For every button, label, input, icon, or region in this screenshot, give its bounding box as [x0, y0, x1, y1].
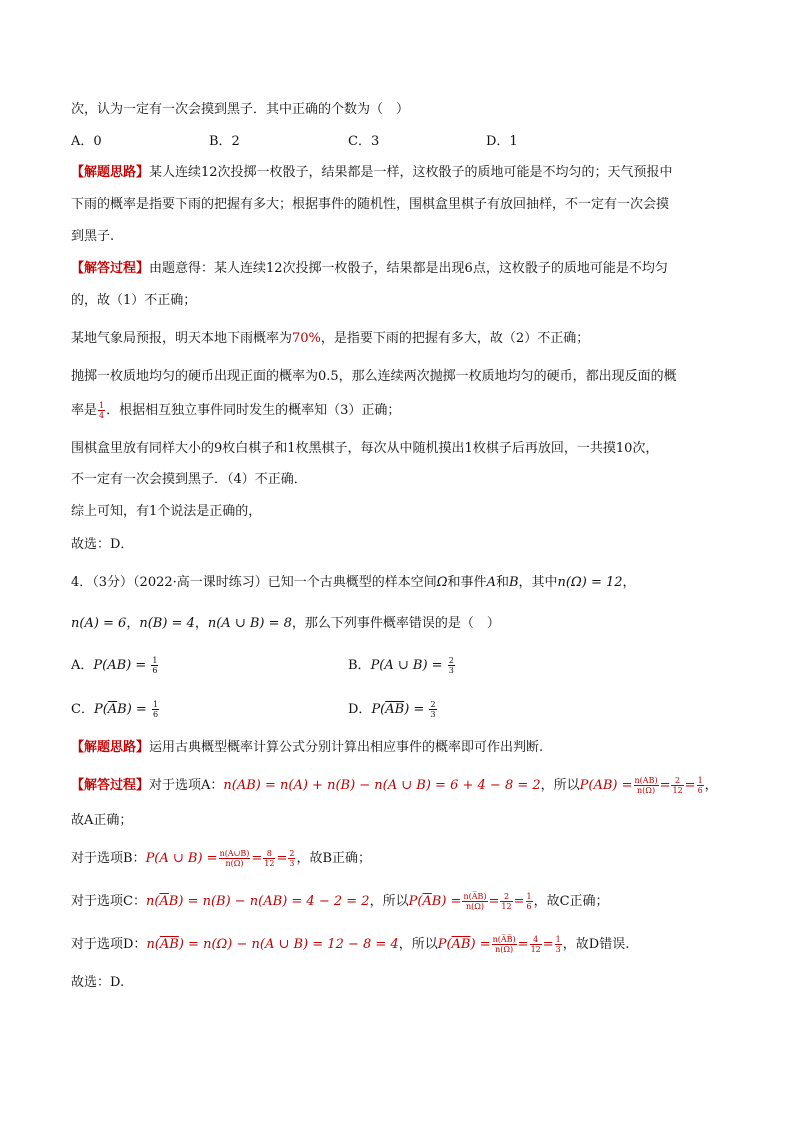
numerator: n(A̅B̅): [492, 935, 516, 944]
fraction: [462, 892, 487, 911]
text: 对于选项B：: [71, 851, 146, 866]
math: P(AB) =: [93, 658, 147, 673]
numerator: 2: [671, 776, 683, 786]
text: 对于选项D：: [71, 937, 147, 952]
fraction: [697, 776, 704, 795]
text: ，所以: [369, 894, 409, 909]
fraction: [219, 849, 251, 868]
question-4-line-1: [71, 573, 636, 593]
math: B: [508, 575, 519, 590]
fraction: [429, 700, 436, 719]
text: 4．（3分）（2022·高一课时练习）已知一个古典概型的样本空间: [71, 575, 437, 590]
text: ，是指要下雨的把握有多大，故（2）不正确；: [320, 331, 590, 346]
summary-line: 综上可知，有1个说法是正确的，: [71, 504, 262, 519]
denominator: n(Ω): [225, 859, 244, 868]
text: ，所以: [398, 937, 438, 952]
denominator: 6: [152, 666, 158, 675]
math-overline: $\overline{AB}$: [385, 702, 405, 717]
fraction: [151, 656, 158, 675]
text: 对于选项A：: [149, 778, 224, 793]
math: n(: [145, 894, 160, 909]
numerator: n(AB): [634, 776, 658, 785]
solution-process-2-line2: 故A正确；: [71, 813, 133, 828]
denominator: n(Ω): [465, 902, 484, 911]
numerator: 1: [152, 656, 158, 665]
text: ，故B正确；: [296, 851, 371, 866]
weather-line: [71, 329, 589, 349]
math: P(: [408, 894, 423, 909]
math: A: [486, 575, 496, 590]
math: ) =: [470, 937, 491, 952]
math-overline: $\overline{A}$: [159, 894, 169, 909]
solution-idea-1-line2: 下雨的概率是指要下雨的把握有多大；根据事件的随机性，围棋盒里棋子有放回抽样，不一定有一次会摸: [71, 197, 670, 212]
coin-line-2: [71, 401, 400, 421]
text: 运用古典概型概率计算公式分别计算出相应事件的概率即可作出判断.: [149, 740, 544, 755]
denominator: 12: [501, 902, 512, 911]
numerator: 8: [263, 849, 275, 859]
denominator: 6: [697, 786, 703, 795]
question-4-line-2: [71, 614, 500, 634]
text: 和事件: [447, 575, 487, 590]
section-tag: 【解答过程】: [71, 261, 150, 276]
denominator: 6: [152, 710, 159, 719]
numerator: 4: [530, 935, 542, 945]
q4-option-a: [71, 656, 159, 676]
fraction: [671, 776, 683, 795]
option-label: D．: [348, 702, 372, 717]
math: n(Ω) = 12: [557, 575, 623, 590]
math: n(B) = 4: [139, 616, 195, 631]
option-c: C．3: [348, 134, 380, 149]
text: 某人连续12次投掷一枚骰子，结果都是一样，这枚骰子的质地可能是不均匀的；天气预报中: [149, 165, 673, 180]
text: 由题意得：某人连续12次投掷一枚骰子，结果都是出现6点，这枚骰子的质地可能是不均匀: [149, 261, 668, 276]
q4-option-b: [348, 656, 456, 676]
math: n(: [146, 937, 160, 952]
math-overline: $\overline{A}$: [107, 702, 118, 717]
fraction: [530, 935, 542, 954]
text: ，: [194, 616, 208, 631]
fraction: [288, 849, 295, 868]
go-line-2: 不一定有一次会摸到黑子．（4）不正确．: [71, 472, 307, 487]
option-a: A．0: [71, 134, 102, 149]
q4-option-c: [71, 700, 160, 720]
question-continuation: 次，认为一定有一次会摸到黑子．其中正确的个数为（ ）: [71, 102, 410, 117]
math: P(: [93, 702, 108, 717]
math-overline: $\overline{AB}$: [159, 937, 179, 952]
text: 对于选项C：: [71, 894, 146, 909]
denominator: 3: [555, 945, 561, 954]
numerator: 2: [500, 892, 512, 902]
text: 率是: [71, 403, 98, 418]
percent-value: 70%: [292, 331, 321, 346]
answer-line-2: 故选：D.: [71, 975, 125, 990]
fraction: [634, 776, 659, 795]
fraction: [152, 700, 159, 719]
math: B) =: [117, 702, 147, 717]
denominator: 4: [99, 411, 105, 420]
numerator: 2: [448, 656, 454, 665]
denominator: n(Ω): [637, 786, 656, 795]
numerator: n(A̅B): [463, 892, 487, 901]
math: n(A) = 6: [71, 616, 127, 631]
coin-line-1: 抛掷一枚质地均匀的硬币出现正面的概率为0.5，那么连续两次抛掷一枚质地均匀的硬币，都出现反面的概: [71, 369, 677, 384]
math-overline: $\overline{A}$: [422, 894, 432, 909]
denominator: n(Ω): [495, 945, 514, 954]
math: P(: [371, 702, 386, 717]
option-d: D．1: [486, 134, 518, 149]
option-d-check: 对于选项D：$n(\overline{AB}) = n(\Omega) - n(A$ ∪ B) = 12 − 8 = 4，所以$P(\overline{AB})$ = $\frac{n(A̅B̅)}{n(\Omega)}$ = $\frac{4}{12}$ = $\frac{1}{3}$ ，故D错误.: [71, 935, 630, 954]
fraction: [98, 401, 105, 420]
text: ，其中: [518, 575, 558, 590]
text: ，: [704, 778, 718, 793]
numerator: 1: [99, 401, 105, 410]
fraction: [500, 892, 512, 911]
solution-idea-2: [71, 738, 543, 758]
math: P(A ∪ B) =: [145, 851, 218, 866]
text: ，故C正确；: [533, 894, 609, 909]
option-label: C．: [71, 702, 94, 717]
math: ) =: [404, 702, 425, 717]
text: ，: [126, 616, 140, 631]
denominator: 12: [672, 786, 683, 795]
solution-process-1: [71, 259, 668, 279]
text: ，故D错误.: [562, 937, 630, 952]
math: Ω: [436, 575, 448, 590]
option-label: A．: [71, 658, 94, 673]
numerator: 1: [555, 935, 561, 944]
numerator: 1: [697, 776, 703, 785]
text: ，: [622, 575, 636, 590]
math: P(AB) =: [579, 778, 633, 793]
math: P(: [437, 937, 452, 952]
text: ，所以: [540, 778, 580, 793]
solution-idea-1-line3: 到黑子.: [71, 229, 115, 244]
fraction: [263, 849, 275, 868]
math-overline: $\overline{AB}$: [451, 937, 471, 952]
fraction: [492, 935, 517, 954]
solution-idea-1: [71, 163, 673, 183]
answer-line-1: 故选：D．: [71, 537, 134, 552]
numerator: 1: [526, 892, 532, 901]
denominator: 3: [448, 666, 454, 675]
text: 某地气象局预报，明天本地下雨概率为: [71, 331, 293, 346]
math: n(AB) = n(A) + n(B) − n(A ∪ B) = 6 + 4 − 8 = 2: [223, 778, 541, 793]
q4-option-d: [348, 700, 438, 720]
denominator: 6: [526, 902, 532, 911]
text: ，那么下列事件概率错误的是（ ）: [291, 616, 500, 631]
section-tag: 【解题思路】: [71, 165, 150, 180]
numerator: 1: [152, 700, 159, 709]
option-b-check: 对于选项B：P(A ∪ B) = $\frac{n(A\cup B)}{n(\Omega)}$ = $\frac{8}{12}$ = $\frac{2}{3}$ ，故B正确；: [71, 849, 371, 868]
numerator: n(A∪B): [219, 849, 250, 858]
denominator: 12: [530, 945, 541, 954]
solution-process-1-line2: 的，故（1）不正确；: [71, 293, 197, 308]
math: ) = n(Ω) − n(A ∪ B) = 12 − 8 = 4: [178, 937, 399, 952]
text: ．根据相互独立事件同时发生的概率知（3）正确；: [106, 403, 401, 418]
numerator: 2: [289, 849, 295, 858]
option-label: B．: [348, 658, 371, 673]
solution-process-2: 【解答过程】对于选项A：n(AB) = n(A) + n(B) − n(A ∪ B) = 6 + 4 − 8 = 2，所以P(AB) = $\frac{n(AB)}{n(\Omega)}$ = $\frac{2}{12}$ = $\frac{1}{6}$ ，: [71, 776, 718, 795]
option-c-check: 对于选项C：$n(\overline{A}B) = n(B) - n(AB) = 4 - 2 = 2$，所以$P(\overline{A}B)$ = $\frac{n(A̅B)}{n(\Omega)}$ = $\frac{2}{12}$ = $\frac{1}{6}$ ，故C正确；: [71, 892, 609, 911]
go-line-1: 围棋盒里放有同样大小的9枚白棋子和1枚黑棋子，每次从中随机摸出1枚棋子后再放回，一共摸10次，: [71, 441, 659, 456]
numerator: 2: [430, 700, 436, 709]
denominator: 3: [289, 859, 295, 868]
denominator: 3: [430, 710, 436, 719]
section-tag: 【解答过程】: [71, 778, 150, 793]
math: B) =: [431, 894, 462, 909]
math: n(A ∪ B) = 8: [207, 616, 292, 631]
option-b: B．2: [209, 134, 240, 149]
fraction: [526, 892, 533, 911]
math: B) = n(B) − n(AB) = 4 − 2 = 2: [168, 894, 370, 909]
text: 和: [495, 575, 509, 590]
fraction: [448, 656, 455, 675]
fraction: [555, 935, 562, 954]
section-tag: 【解题思路】: [71, 740, 150, 755]
math: P(A ∪ B) =: [370, 658, 443, 673]
denominator: 12: [264, 859, 275, 868]
